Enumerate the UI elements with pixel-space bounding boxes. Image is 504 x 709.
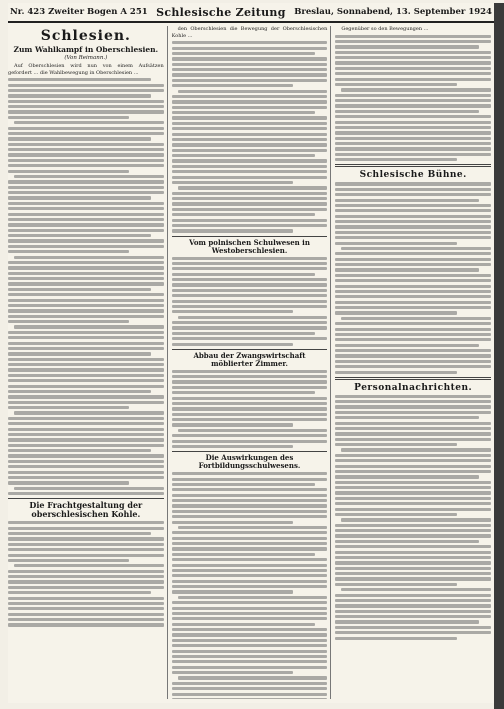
section-heading: Personalnachrichten. bbox=[354, 382, 473, 393]
article-headline: Abbau der Zwangswirtschaft möblierter Zimmer. bbox=[193, 350, 306, 368]
column-1 bbox=[8, 26, 168, 699]
text-block bbox=[172, 472, 328, 699]
article-text: den Oberschlesien die Bewegung der Oberschlesischen Kohle ... bbox=[171, 26, 328, 39]
issue-number: Nr. 423 Zweiter Bogen A 251 bbox=[10, 7, 148, 17]
text-block bbox=[335, 182, 491, 373]
column-3 bbox=[335, 26, 494, 699]
newspaper-title: Schlesische Zeitung bbox=[156, 5, 286, 19]
text-block bbox=[172, 370, 328, 448]
section-title: Schlesien. bbox=[40, 28, 131, 44]
page-spine bbox=[494, 3, 504, 709]
section-heading: Schlesische Bühne. bbox=[359, 170, 467, 181]
text-block bbox=[172, 41, 328, 232]
article-headline: Die Auswirkungen des Fortbildungsschulwesens. bbox=[198, 453, 301, 471]
text-block bbox=[335, 395, 491, 640]
text-block bbox=[8, 78, 164, 495]
article-byline: (Von Reimann.) bbox=[64, 55, 108, 61]
divider bbox=[335, 164, 491, 167]
article-text: Auf Oberschlesien wird nun von einem Aufsätzen gefordert ... die Wahlbewegung in Oberschlesien ... bbox=[8, 63, 164, 76]
text-block bbox=[172, 257, 328, 346]
divider bbox=[172, 349, 328, 350]
masthead bbox=[8, 3, 494, 23]
text-block bbox=[8, 521, 164, 626]
newspaper-page bbox=[8, 3, 494, 703]
divider bbox=[172, 236, 328, 237]
article-text: Gegenüber so den Bewegungen ... bbox=[341, 26, 429, 32]
date-line: Breslau, Sonnabend, 13. September 1924 bbox=[294, 7, 492, 17]
article-headline: Die Frachtgestaltung der oberschlesischen Kohle. bbox=[29, 500, 143, 520]
divider bbox=[172, 451, 328, 452]
article-headline: Vom polnischen Schulwesen in Westoberschlesien. bbox=[189, 237, 310, 255]
divider bbox=[8, 498, 164, 499]
article-headline: Zum Wahlkampf in Oberschlesien. bbox=[13, 45, 159, 54]
text-block bbox=[335, 35, 491, 162]
column-2 bbox=[172, 26, 332, 699]
divider bbox=[335, 377, 491, 380]
